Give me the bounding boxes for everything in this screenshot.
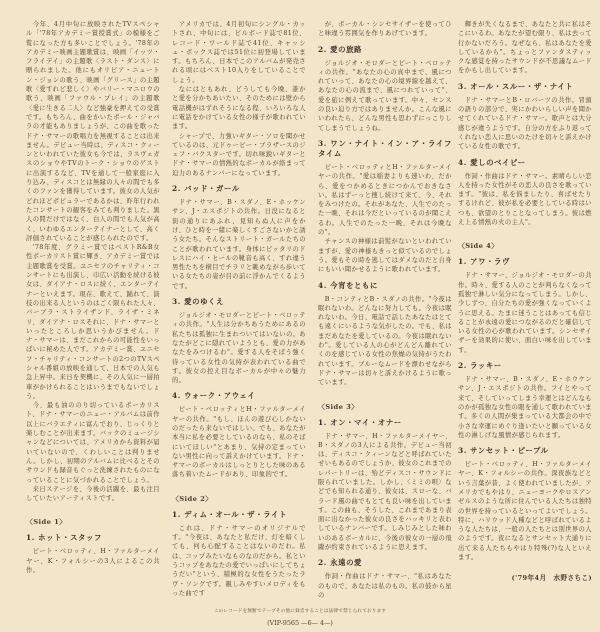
catalog-number: (VIP-9565 —6— 4—) xyxy=(267,619,333,628)
side-heading: 〈Side 2〉 xyxy=(172,494,213,503)
track-heading: 3. サンセット・ピープル xyxy=(458,446,549,456)
paragraph: 今、最も油ののり切っているボーカリスト、ドナ・サマーのニュー・アルバムは前作以上にバラエティに富んでおり、じっくりと楽しむことが出来ます。バックのミュージシャンなどについては、アメリカから資料が届いていないので、くわしいことは判りません。しかし、初期のアルバムに比べるとそのサウンドも録音もぐっと洗練されたものになっていることに気づかれることでしょう。 xyxy=(26,402,160,484)
track-heading: 4. 愛しのベイビー xyxy=(458,157,526,167)
paragraph: チャンスの神様は前髪がないといわれていますが、愛の神様もきっと似ているのでしょう。愛もその時を逃してはダメなのだと自身にもいい聞かせるように歌われています。 xyxy=(318,238,452,274)
paragraph: ジョルジオ・モロダーとピート・ベロッティの共作。"あなたの心の真中まで、風につれていって、あなたの心の境界線を越えて、あなたの心の流まで、風につれていって"、愛を旅に例えて歌っています。中々、センスの良い迫り方ではありませんか。こんな風にいわれたら、どんな男性も思わずにっこりしてしまうでしょうね。 xyxy=(318,59,452,132)
paragraph: ピート・ベロッティとH・ファルターメイヤーの共作。"愛は稲妻よりも速いわ、だから、愛をつかめるときにつかんでおきなさい。私はずーっと捜し続けて来て、今、それをみつけたの。それがあなた、人生でのたった一晩、それは今だといっているのが聞こえるわ。人生でのたった一晩、それは今晩なの"。 xyxy=(318,163,452,237)
track-heading: 3. ワン・ナイト・イン・ア・ライフタイム xyxy=(318,138,452,158)
paragraph: ドナ・サマー、H・ファルターメイヤー、B・スダノの3人による共作。デビュー当初は、ディスコ・クィーンなどと呼ばれていたせいもあるのでしょうか、彼女のこれまでのレパートリーは、殆どディスコ・サウンドに限られていました。しかし、〈ミミの唄〉などでも知られる通り、彼女は、スローな、バラード風の曲でもとても良い味を出しています。この曲も、そうした、これまであまり表面に出なかった彼女の良さをハッキリと表わしているナンバーです。しみじみとした味わいのあるボーカルに、今後の彼女の一層の飛躍が約束されているように思えます。 xyxy=(318,432,452,552)
paragraph: シャープで、力強いギター・ソロを聞かせているのは、元ドゥービー・ブラザースのジェフ・バクスターです。切れ味鋭いギターとドナ・サマーの情熱的なボーカルが絡まって迫力のあるナンバーになっています。 xyxy=(172,132,306,177)
paragraph: ドナ・サマー、B・スダノ、E・ホッケンサン、J・エスポジトの共作。日没になると街の通りにあふれ、見知らぬ人に声をかけ、ひと時を一緒に楽しくすごさないかと誘う女たち。そんなストリート・ガールたちのことが歌われています。身体にピッタリのドレスにハイ・ヒールの靴音も高く、すれ違う男性たちを横目でチラリと眺めながら歩いている女たちの姿が目の前に浮かんでくるようです。 xyxy=(172,199,306,290)
track-heading: 1. オン・マイ・オナー xyxy=(318,417,402,427)
track-heading: 4. ウォーク・アウェイ xyxy=(172,391,256,401)
track-heading: 3. 愛のゆくえ xyxy=(172,297,225,307)
track-heading: 3. オール・スルー・ザ・ナイト xyxy=(458,81,574,91)
track-heading: 1. ホット・スタッフ xyxy=(26,533,103,543)
track-heading: 2. 愛の旅路 xyxy=(318,44,363,54)
paragraph: ピート・ベロッティ、H・ファルターメイヤー、K・フォルシーの共作。深夜族などという言葉が昔、よく使われていましたが、アメリカでもやはり、ニューヨークやロスアンゼルスのような所に住んでいる人たちは独特の世界を持っているといってよいでしょう。特に、ハリウッド人種などと呼ばれているような人たちは、一般の人たちとは別世界の人のようです。夜になるとサンセット大通りに出て来る人たちもやはり特殊(?)な人といえます。 xyxy=(458,461,592,562)
paragraph: '78年度、グラミー賞ではベストR&B女性ボーカリスト賞に輝き、アカデミー賞では主題歌賞を受賞。ユニセフのチャリティ・コンサートにも出演し、巾広い活動を続ける彼女は、ダイアナ・ロスに続く、エンターテイナーといえます。現在、歌えて、踊れて、演技の出来る人というのはごく限られた人々、バーブラ・ストライザンド、ライザ・ミネリ、ダイアナ・ロスそれに、ドナ・サマーといったところしか思いうかびません。ドナ・サマーは、まだこれからの可能性をいっぱいに秘めた人です。アカデミー賞、ユニセフ・チャリティ・コンサートの2つのTVスペシャル番組の放映を通して、日本での人気も急上昇中。来日を契機に、その人気に一層拍車がかけられることはいうまでもないでしょう。 xyxy=(26,244,160,400)
paragraph: ジョルジオ・モロダーとピート・ベロッティの共作。"人生は分かちあうためにあるの私たちは孤独に生まれついてはいないの。あなたがどこに隠れていようとも、愛の力があなたをみつけるわ"。愛する人をそばう強く待っている女性の気持が表われている曲です。彼女の控え目なボーカルが中々の魅力的。 xyxy=(172,312,306,385)
track-heading: 4. 今宵をともに xyxy=(318,280,379,290)
paragraph: 来日ステージを、今後の活躍を、最も注目していたいアーティストです。 xyxy=(26,485,160,503)
author-signature: ('79年4月 水野さちこ) xyxy=(511,574,592,583)
side-heading: 〈Side 1〉 xyxy=(26,518,67,527)
track-heading: 2. 永遠の愛 xyxy=(318,558,363,568)
paragraph: 今年、4月中旬に放映されたTVスペシャル「'78年アカデミー賞授賞式」の模様をご覧になった方も多いことでしょう。'78年のアカデミー映画主題歌賞は、映画「イッツ・フライデイ」の主題歌〈ラスト・ダンス〉に贈られました。他にもオリビア・ニュートン・ジョンの歌う、映画「グリース」の主題歌〈愛すれど悲しく〉やバリー・マニロウの歌う、映画「ファウル・プレイ」の主題歌〈愛に生きる二人〉など強豪を押えての受賞です。もちろん、曲をかいたポール・ジャバラの才能もありましょうが、この曲を歌ったドナ・サマーの歌唱力を無視することは出来ません。デビュー当時は、ディスコ・クィーンといわれていた彼女も今では、ラスヴェガスのショウやTVのトーク・ショウのゲストに出演するなど、TVを通して一般家庭に入り込み、ディスコとは無縁の人々の間でも多くのファンを獲得しています。彼女の人気がどれほどポピュラーであるかは、昨年行われたコンサートの観客をみても判りました。黒人の間だけではなく、白人の間でも人気が高く、いわゆるエンターテイナーとして、高く評価されていることが感じられたのです。 xyxy=(26,21,160,242)
text-column-2 xyxy=(172,20,306,598)
text-column-3 xyxy=(318,20,452,600)
paragraph: アメリカでは、4月初旬にシングル・カットされ、中旬には、ビルボード誌で81位、レコード・ワールド誌で41位、キャッシュ・ボックス誌では51位に初登場しています。もちろん、日本でこのアルバムが発売される頃にはベスト10入りをしていることでしょう。 xyxy=(172,21,306,84)
paragraph: 輝きが失くなるまで、あなたと共に私はそこにいるわ。あなたが望む限り、私は去って行かないだろう。なぜなら、私はあなたを愛しているから"。ちょっとファンタスティックな感覚を持ったサウンドが不思議なムードをかもし出しています。 xyxy=(458,21,592,75)
paragraph: ピート・ベロッティとH・ファルターメイヤーの共作。"もし、ほんの遊び心しかないのだったら来ないではしい。でも、あなたが本当に私を必要としているのなら、私のそばにいてほしい"とあまり、気持の定まっていない男性に向って訴えかけています。ドナ・サマーのボーカルはしっとりとした味のある落ち着いたムードがあり、印象的です。 xyxy=(172,406,306,479)
paragraph: 作詞・作曲はドナ・サマー。素晴らしい恋人を持った女性がその恋人の良さを歌っています。"彼は、私を悩ましたり、喜ばせたりするけれど、彼が私を必要としている時はいつも、欲望のとりことなってしまう。彼は燃え上る情熱の火の主人"。 xyxy=(458,172,592,227)
paragraph: 作詞・作曲はドナ・サマー、"私はあなたのもので、あなたは私のもの。私の鼓から星の xyxy=(318,573,452,599)
paragraph: ドナ・サマー、ジョルジオ・モロダーの共作。時々、愛する人のことが判らなくなって孤独で淋しい気分になってしまう。しかし、少しずつ、自分たちの愛が強くなっていくように思える。たまに迷うことはあっても信じることが永遠の愛につながるのだと確信している女性の心が歌われています。シンセサイザーを効果的に使い、面白い味を出しています。 xyxy=(458,272,592,354)
track-heading: 2. ラッキー xyxy=(458,361,502,371)
track-heading: 1. アワ・ラヴ xyxy=(458,257,511,267)
page-footer xyxy=(0,600,600,632)
paragraph: ドナ・サマー、B・スダノ、E・ホウケンサン、J・エスポジトの共作。フイとやって来て、そしていってしまう幸運とはどんなものかが孤独な女性の眼を通して歌われています。多くの人間が集まっている大都会の中で小さな幸運にめぐり逢いたいと願っている女性の淋しげな風情が感じられます。 xyxy=(458,376,592,439)
copyright-notice: このレコードを無断でテープその他に録音することは法律で禁じられております xyxy=(213,609,387,615)
paragraph: B・コンティとB・スダノの共作。"今夜は眠れないわ。どんなに努力しても。今夜は眠れないわ。今日、電話で話したあなたはとても遠くにいるような気がしたの。でも、私はまだあなたを愛しているの。今夜は眠れないわ"。愛している人の心がどんどん離れていくのを感じている女性の焦燥の気持がうたわれています。ブルーなムードを漂わせながらドナ・サマーは切々と訴えかけるように歌っています。 xyxy=(318,295,452,387)
paragraph: が、ボーカル・シンセサイザーを使ってひと味違う雰囲気を作りあげています。 xyxy=(318,21,452,38)
side-heading: 〈Side 3〉 xyxy=(318,402,359,411)
paragraph: なにはともあれ、どうしても今晩、誰かと愛を分かちあいたい、そのためには壁から電話機がはずれそうになる程、いろいろな人に電話をかけている女性の様子が歌われています。 xyxy=(172,86,306,131)
paragraph: ピート・ベロッティ、H・ファルターメイヤー、K・フォルシーの3人によるこの共作。 xyxy=(26,548,160,575)
paragraph: ドナ・サマーとB・ロバーツの共作。冒頭の語りの部分で、実にかわいらしい声を聞かせてくれているドナ・サマー。歌声とは大分感じが違うようです。自分の方をふり返ってくれない恋人に思いのたけを切々と訴えかけている女性の歌です。 xyxy=(458,96,592,151)
text-column-4 xyxy=(458,20,592,584)
track-heading: 1. ディム・オール・ザ・ライト xyxy=(172,509,288,519)
track-heading: 2. バッド・ガール xyxy=(172,184,240,194)
text-column-1 xyxy=(26,20,160,575)
paragraph: これは、ドナ・サマーのオリジナルです。"今夜は、あなたと私だけ、灯を暗くしても、何も心配することはないのだわ。私は、コップみたいなものなのだから。私というコップをあなたの愛でいっぱいにしてちょうだい"という、積極的な女性をうたったラヴ・ソングです。親しみやすいメロディをもった曲です xyxy=(172,524,306,597)
side-heading: 〈Side 4〉 xyxy=(458,242,499,251)
